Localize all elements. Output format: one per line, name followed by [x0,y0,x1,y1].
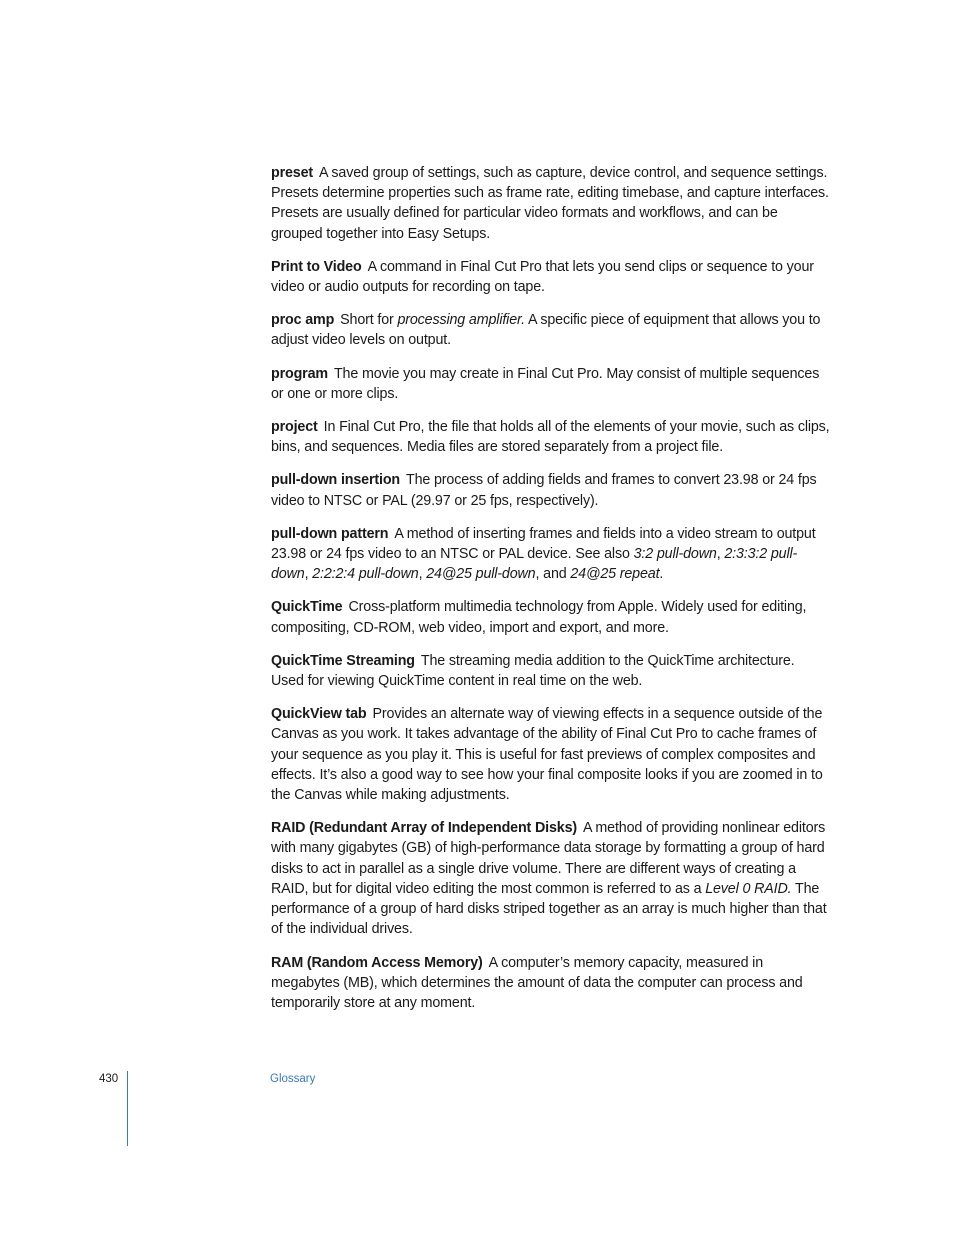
glossary-term: pull-down insertion [271,472,400,489]
page-number: 430 [99,1073,119,1085]
glossary-term: Print to Video [271,258,362,275]
glossary-term: proc amp [271,312,335,329]
definition-emphasis: Level 0 RAID. [705,880,792,897]
glossary-term: preset [271,165,314,181]
glossary-term: RAM (Random Access Memory) [271,954,483,971]
glossary-entry-pull-down-insertion [271,470,831,510]
cross-reference: 24@25 pull-down [426,566,536,583]
glossary-entry-program [271,364,831,404]
glossary-term: QuickTime Streaming [271,652,415,669]
definition-text: A specific piece of equipment that allows you to adjust video levels on output. [271,312,821,349]
definition-text: A method of inserting frames and fields into a video stream to output 23.98 or 24 fps video to an NTSC or PAL device. See also [271,525,816,563]
glossary-entry-project [271,417,831,457]
definition-text: In Final Cut Pro, the file that holds all of the elements of your movie, such as clips, bins, and sequences. Media files are stored separately from a project file. [271,419,830,456]
glossary-entry-preset [271,163,831,244]
definition-text: Short for [340,312,398,329]
glossary-entry-quickview-tab [271,704,831,805]
definition-emphasis: processing amplifier. [397,312,525,329]
glossary-entry-print-to-video [271,257,831,297]
definition-text: Cross-platform multimedia technology from Apple. Widely used for editing, compositing, CD-ROM, web video, import and export, and more. [271,599,807,636]
cross-reference: 24@25 repeat [570,566,660,583]
cross-reference: 2:3:3:2 pull-down [271,546,798,583]
definition-text: , [716,546,725,563]
definition-text: , [304,566,313,583]
glossary-term: RAID (Redundant Array of Independent Disks) [271,820,577,837]
glossary-content [271,163,831,1026]
glossary-term: program [271,365,328,382]
definition-text: . [659,566,664,583]
footer-divider [127,1071,128,1146]
definition-text: , [418,566,427,583]
definition-text: A computer’s memory capacity, measured in megabytes (MB), which determines the amount of data the computer can process and temporarily store at any moment. [271,954,803,1011]
glossary-term: project [271,419,318,436]
glossary-entry-pull-down-pattern [271,524,831,585]
glossary-entry-proc-amp [271,310,831,350]
definition-text: A command in Final Cut Pro that lets you send clips or sequence to your video or audio outputs for recording on tape. [271,258,814,296]
definition-text: The streaming media addition to the QuickTime architecture. Used for viewing QuickTime content in real time on the web. [271,652,795,690]
glossary-term: pull-down pattern [271,525,389,542]
glossary-term: QuickTime [271,599,343,616]
definition-text: The movie you may create in Final Cut Pro. May consist of multiple sequences or one or more clips. [271,365,820,402]
definition-text: The process of adding fields and frames to convert 23.98 or 24 fps video to NTSC or PAL (29.97 or 25 fps, respectively). [271,472,817,509]
glossary-entry-quicktime [271,597,831,637]
definition-text: , and [535,566,571,583]
glossary-entry-raid [271,818,831,939]
definition-text: The performance of a group of hard disks striped together as an array is much higher than that of the individual drives. [271,880,827,938]
glossary-entry-quicktime-streaming [271,651,831,691]
footer-section-link[interactable]: Glossary [270,1073,316,1085]
cross-reference: 3:2 pull-down [633,546,717,563]
definition-text: Provides an alternate way of viewing effects in a sequence outside of the Canvas as you work. It takes advantage of the ability of Final Cut Pro to cache frames of your sequence as you play it. This is useful for fast previews of complex composites and effects. It’s also a good way to see how your final composite looks if you are zoomed in to the Canvas while making adjustments. [271,706,823,804]
glossary-entry-ram [271,953,831,1014]
definition-text: A saved group of settings, such as capture, device control, and sequence settings. Presets determine properties such as frame rate, editing timebase, and capture interfaces. Presets are usually defined for particular video formats and workflows, and can be grouped together into Easy Setups. [271,165,829,242]
cross-reference: 2:2:2:4 pull-down [312,566,419,583]
definition-text: A method of providing nonlinear editors with many gigabytes (GB) of high-performance data storage by formatting a group of hard disks to act in parallel as a single drive volume. There are different ways of creating a RAID, but for digital video editing the most common is referred to as a [271,820,826,897]
glossary-term: QuickView tab [271,706,367,723]
